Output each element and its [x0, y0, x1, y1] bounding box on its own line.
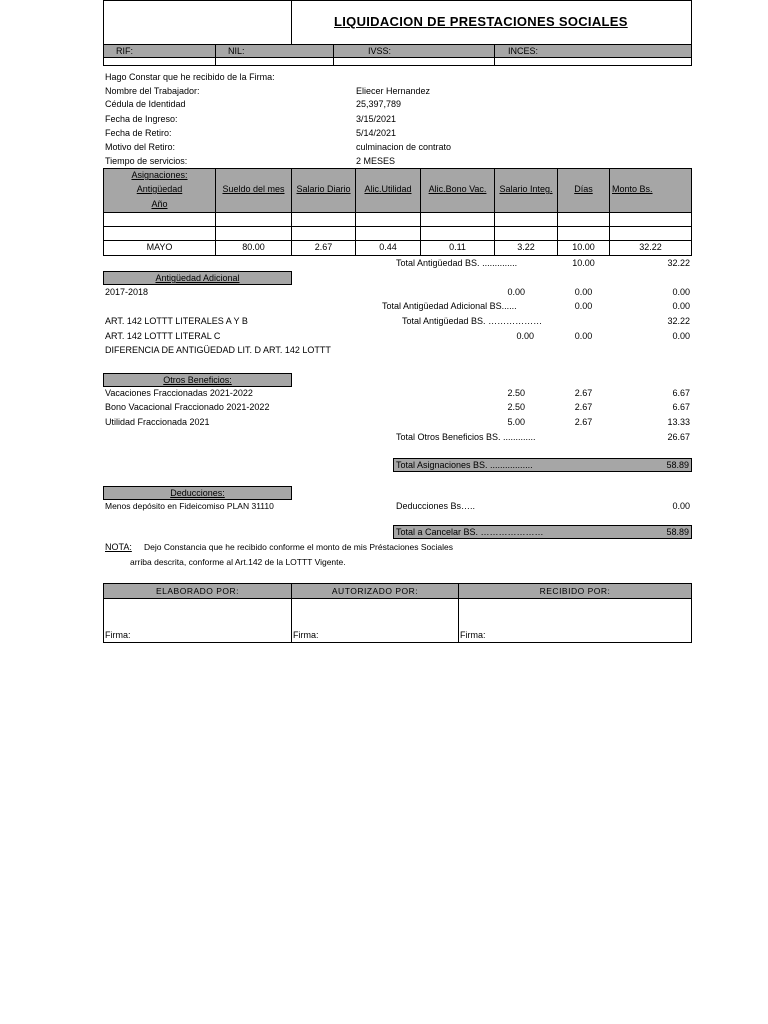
beneficio-dias: 2.50 [507, 388, 525, 398]
total-antiguedad-label: Total Antigüedad BS. .............. [396, 258, 518, 268]
total-adicional-label: Total Antigüedad Adicional BS...... [382, 301, 517, 311]
worker-value: Eliecer Hernandez [356, 86, 431, 96]
art-142-c-value: 0.00 [672, 331, 690, 341]
col-header: Días [574, 184, 593, 194]
table-cell: 0.44 [379, 242, 397, 252]
table-cell: 0.11 [449, 242, 466, 252]
table-cell: 10.00 [572, 242, 595, 252]
rif-label: RIF: [116, 46, 133, 56]
recibido-header: RECIBIDO POR: [539, 586, 611, 596]
col-header: Alic.Utilidad [364, 184, 412, 194]
beneficio-label: Vacaciones Fraccionadas 2021-2022 [105, 388, 253, 398]
worker-label: Fecha de Retiro: [105, 128, 172, 138]
id-bar [103, 44, 692, 58]
table-cell: 2.67 [314, 242, 333, 252]
worker-label: Fecha de Ingreso: [105, 114, 178, 124]
beneficio-salario: 2.67 [574, 417, 593, 427]
id-values-row [103, 57, 692, 66]
total-asignaciones-monto: 58.89 [666, 460, 689, 470]
page-title: LIQUIDACION DE PRESTACIONES SOCIALES [334, 14, 628, 29]
firma-label: Firma: [293, 630, 319, 640]
col-header: Alic.Bono Vac. [428, 184, 487, 194]
art-142-c-value: 0.00 [516, 331, 534, 341]
beneficio-salario: 2.67 [574, 402, 593, 412]
col-header: Salario Diario [296, 184, 351, 194]
worker-label: Motivo del Retiro: [105, 142, 176, 152]
beneficio-label: Bono Vacacional Fraccionado 2021-2022 [105, 402, 270, 412]
total-adicional-monto: 0.00 [672, 301, 690, 311]
divider [103, 240, 692, 241]
adicional-value: 0.00 [672, 287, 690, 297]
nil-label: NIL: [228, 46, 245, 56]
total-antiguedad-monto: 32.22 [667, 258, 690, 268]
deducciones-total-label: Deducciones Bs….. [396, 501, 476, 511]
diferencia-antiguedad: DIFERENCIA DE ANTIGÜEDAD LIT. D ART. 142 LOTTT [105, 345, 331, 355]
col-header: Monto Bs. [612, 184, 653, 194]
divider [103, 226, 692, 227]
intro-text: Hago Constar que he recibido de la Firma: [105, 72, 275, 82]
total-cancelar-monto: 58.89 [666, 527, 689, 537]
table-cell: 3.22 [517, 242, 535, 252]
beneficio-label: Utilidad Fraccionada 2021 [105, 417, 210, 427]
beneficio-salario: 2.67 [574, 388, 593, 398]
adicional-year: 2017-2018 [105, 287, 149, 297]
worker-label: Nombre del Trabajador: [105, 86, 200, 96]
beneficio-monto: 6.67 [672, 388, 690, 398]
antiguedad-heading: Antigüedad [136, 184, 183, 194]
ano-heading: Año [151, 199, 168, 209]
worker-label: Cédula de Identidad [105, 99, 186, 109]
adicional-value: 0.00 [574, 287, 593, 297]
antiguedad-adicional-heading: Antigüedad Adicional [103, 271, 292, 285]
worker-value: 2 MESES [356, 156, 396, 166]
adicional-value: 0.00 [507, 287, 525, 297]
elaborado-header: ELABORADO POR: [155, 586, 240, 596]
total-cancelar-label: Total a Cancelar BS. ………………… [396, 527, 544, 537]
total-adicional-dias: 0.00 [574, 301, 593, 311]
table-cell: 32.22 [639, 242, 662, 252]
beneficio-dias: 5.00 [507, 417, 525, 427]
divider [291, 0, 292, 44]
total-asignaciones-box [393, 458, 692, 472]
worker-value: 5/14/2021 [356, 128, 397, 138]
deduccion-label: Menos depósito en Fideicomiso PLAN 31110 [105, 501, 274, 511]
inces-label: INCES: [508, 46, 539, 56]
deducciones-heading: Deducciones: [103, 486, 292, 500]
art-142-c: ART. 142 LOTTT LITERAL C [105, 331, 221, 341]
total-otros-label: Total Otros Beneficios BS. ............. [396, 432, 536, 442]
total-otros-monto: 26.67 [667, 432, 690, 442]
worker-value: culminacion de contrato [356, 142, 452, 152]
worker-label: Tiempo de servicios: [105, 156, 188, 166]
worker-value: 25,397,789 [356, 99, 402, 109]
total-cancelar-box [393, 525, 692, 539]
autorizado-header: AUTORIZADO POR: [331, 586, 419, 596]
beneficio-dias: 2.50 [507, 402, 525, 412]
total-antiguedad-bs-monto: 32.22 [667, 316, 690, 326]
worker-value: 3/15/2021 [356, 114, 397, 124]
otros-beneficios-heading: Otros Beneficios: [103, 373, 292, 387]
total-antiguedad-dias: 10.00 [572, 258, 595, 268]
deducciones-monto: 0.00 [672, 501, 690, 511]
beneficio-monto: 13.33 [667, 417, 690, 427]
table-cell: MAYO [146, 242, 173, 252]
art-142-c-value: 0.00 [574, 331, 593, 341]
total-antiguedad-bs-label: Total Antigüedad BS. ……………… [402, 316, 543, 326]
col-header: Sueldo del mes [222, 184, 285, 194]
nota-label: NOTA: [105, 542, 132, 552]
nota-line-2: arriba descrita, conforme al Art.142 de la LOTTT Vigente. [130, 557, 346, 567]
total-asignaciones-label: Total Asignaciones BS. ................. [396, 460, 533, 470]
ivss-label: IVSS: [368, 46, 392, 56]
art-142-ab: ART. 142 LOTTT LITERALES A Y B [105, 316, 248, 326]
col-header: Salario Integ. [499, 184, 553, 194]
beneficio-monto: 6.67 [672, 402, 690, 412]
nota-line-1: Dejo Constancia que he recibido conforme el monto de mis Préstaciones Sociales [144, 542, 453, 552]
firma-label: Firma: [460, 630, 486, 640]
firma-label: Firma: [105, 630, 131, 640]
table-cell: 80.00 [242, 242, 265, 252]
asignaciones-heading: Asignaciones: [131, 170, 188, 180]
